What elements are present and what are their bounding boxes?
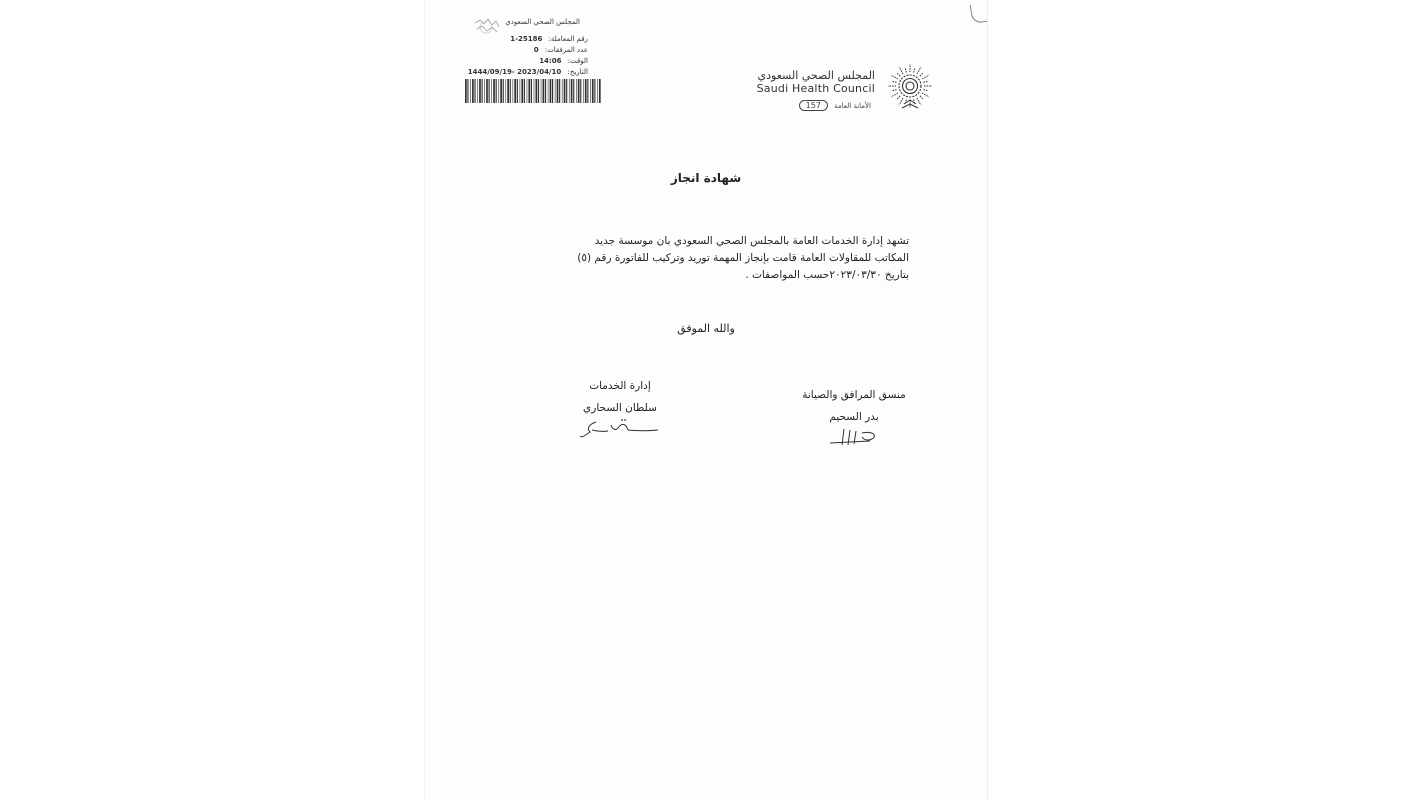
signature-role: منسق المرافق والصيانة [802, 389, 906, 401]
logo-arabic-name: المجلس الصحي السعودي [757, 69, 875, 82]
stamp-line-transaction [510, 35, 588, 43]
stamp-label: عدد المرفقات: [544, 46, 588, 54]
handwritten-signature-icon [578, 416, 662, 440]
stamp-header: المجلس الصحي السعودي [505, 18, 580, 26]
handwritten-signature-icon [824, 425, 884, 447]
stamp-value: 2023/04/10 -1444/09/19 [467, 68, 562, 76]
stamp-value: 0 [533, 46, 539, 54]
saudi-health-council-logo [756, 58, 937, 116]
logo-sub-label [799, 100, 871, 111]
stamp-label: رقم المعاملة: [548, 35, 588, 43]
stamp-label: الوقت: [567, 57, 588, 65]
barcode-icon [465, 79, 603, 103]
council-emblem-icon [883, 60, 937, 112]
signature-role: إدارة الخدمات [589, 380, 651, 392]
stamp-line-attachments [534, 46, 588, 54]
document-body: تشهد إدارة الخدمات العامة بالمجلس الصحي السعودي بان موسسة جديد المكاتب للمقاولات العامة قامت بإنجاز المهمة توريد وتركيب للفاتورة رقم (٥) بتاريخ ٢٠٢٣/٠٣/٣٠حسب المواصفات . [577, 235, 909, 281]
stamp-value: 14:06 [539, 57, 562, 65]
stamp-value: 25186-1 [510, 35, 543, 43]
general-secretariat-label: الأمانة العامة [834, 102, 871, 110]
stamp-seal-icon [472, 17, 502, 37]
document-page [424, 0, 988, 800]
signature-name: سلطان السحاري [583, 402, 657, 414]
signature-block-services [565, 380, 675, 440]
signature-name: بدر السحيم [829, 411, 879, 423]
stamp-line-time [539, 57, 588, 65]
page-corner-mark [970, 3, 987, 24]
document-title: شهادة انجاز [670, 171, 742, 185]
document-closing: والله الموفق [677, 322, 735, 335]
stamp-label: التاريخ: [567, 68, 588, 76]
logo-english-name: Saudi Health Council [756, 82, 875, 95]
logo-badge: 157 [799, 100, 828, 111]
signature-block-facilities [789, 389, 919, 447]
registry-stamp [465, 15, 610, 107]
stamp-line-date [468, 68, 588, 76]
